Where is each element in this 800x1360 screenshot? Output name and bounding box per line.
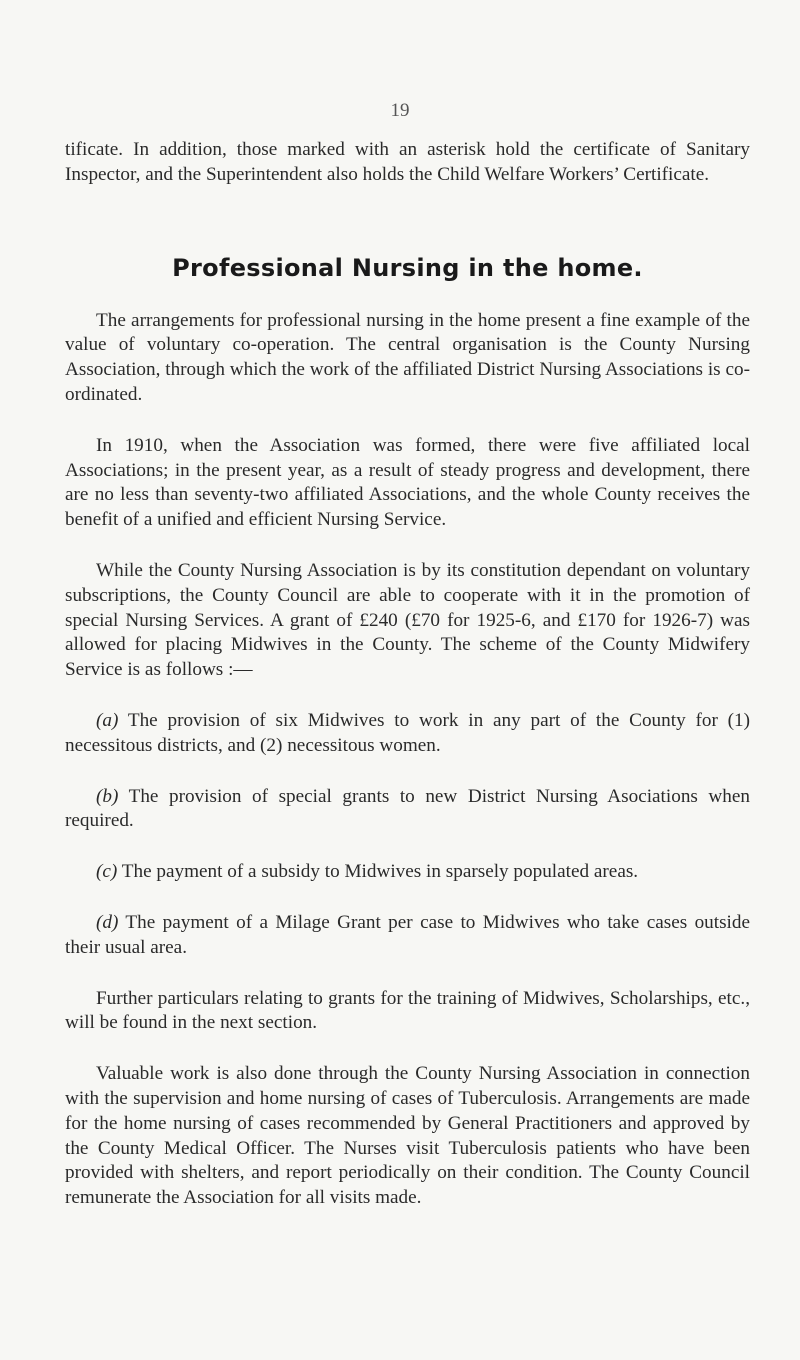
paragraph-further: Further particulars relating to grants for the training of Midwives, Scholarships, etc., will be found in the next section. xyxy=(65,987,750,1034)
paragraph-funding: While the County Nursing Association is by its constitution dependant on voluntary subscriptions, the County Council are able to cooperate with it in the promotion of special Nursing Services. A grant of £240 (£70 for 1925-6, and £170 for 1926-7) was allowed for placing Midwives in the County. The scheme of the County Midwifery Service is as follows :— xyxy=(65,559,750,681)
list-letter: (c) xyxy=(96,861,118,883)
list-item-d xyxy=(65,911,750,961)
list-letter: (a) xyxy=(96,709,119,731)
list-letter: (d) xyxy=(96,911,119,933)
page-number: 19 xyxy=(390,100,410,121)
list-text: The payment of a subsidy to Midwives in sparsely populated areas. xyxy=(121,861,639,883)
paragraph-tuberculosis: Valuable work is also done through the County Nursing Association in connection with the supervision and home nursing of cases of Tuberculosis. Arrangements are made for the home nursing of cases recommended by General Practitioners and approved by the County Medical Officer. The Nurses visit Tuberculosis patients who have been provided with shelters, and report periodically on their condition. The County Council remunerate the Association for all visits made. xyxy=(65,1063,750,1209)
paragraph-1910: In 1910, when the Association was formed, there were five affiliated local Associations; in the present year, as a result of steady progress and development, there are no less than seventy-two affiliated Associations, and the whole County receives the benefit of a unified and efficient Nursing Service. xyxy=(65,434,750,531)
list-text: The provision of special grants to new District Nursing Asociations when required. xyxy=(65,785,750,832)
list-item-a xyxy=(65,709,750,759)
list-item-c xyxy=(65,860,750,885)
list-text: The payment of a Milage Grant per case to Midwives who take cases outside their usual area. xyxy=(65,911,750,958)
section-heading: Professional Nursing in the home. xyxy=(172,253,643,282)
list-text: The provision of six Midwives to work in any part of the County for (1) necessitous districts, and (2) necessitous women. xyxy=(65,709,751,756)
list-item-b xyxy=(65,785,750,835)
list-letter: (b) xyxy=(96,785,119,807)
intro-paragraph: tificate. In addition, those marked with an asterisk hold the certificate of Sanitary Inspector, and the Superintendent also holds the Child Welfare Workers’ Certificate. xyxy=(65,139,750,185)
page-content xyxy=(65,138,750,1211)
paragraph-arrangements: The arrangements for professional nursing in the home present a fine example of the value of voluntary co-operation. The central organisation is the County Nursing Association, through which the work of the affiliated District Nursing Associations is co-ordinated. xyxy=(65,309,750,405)
